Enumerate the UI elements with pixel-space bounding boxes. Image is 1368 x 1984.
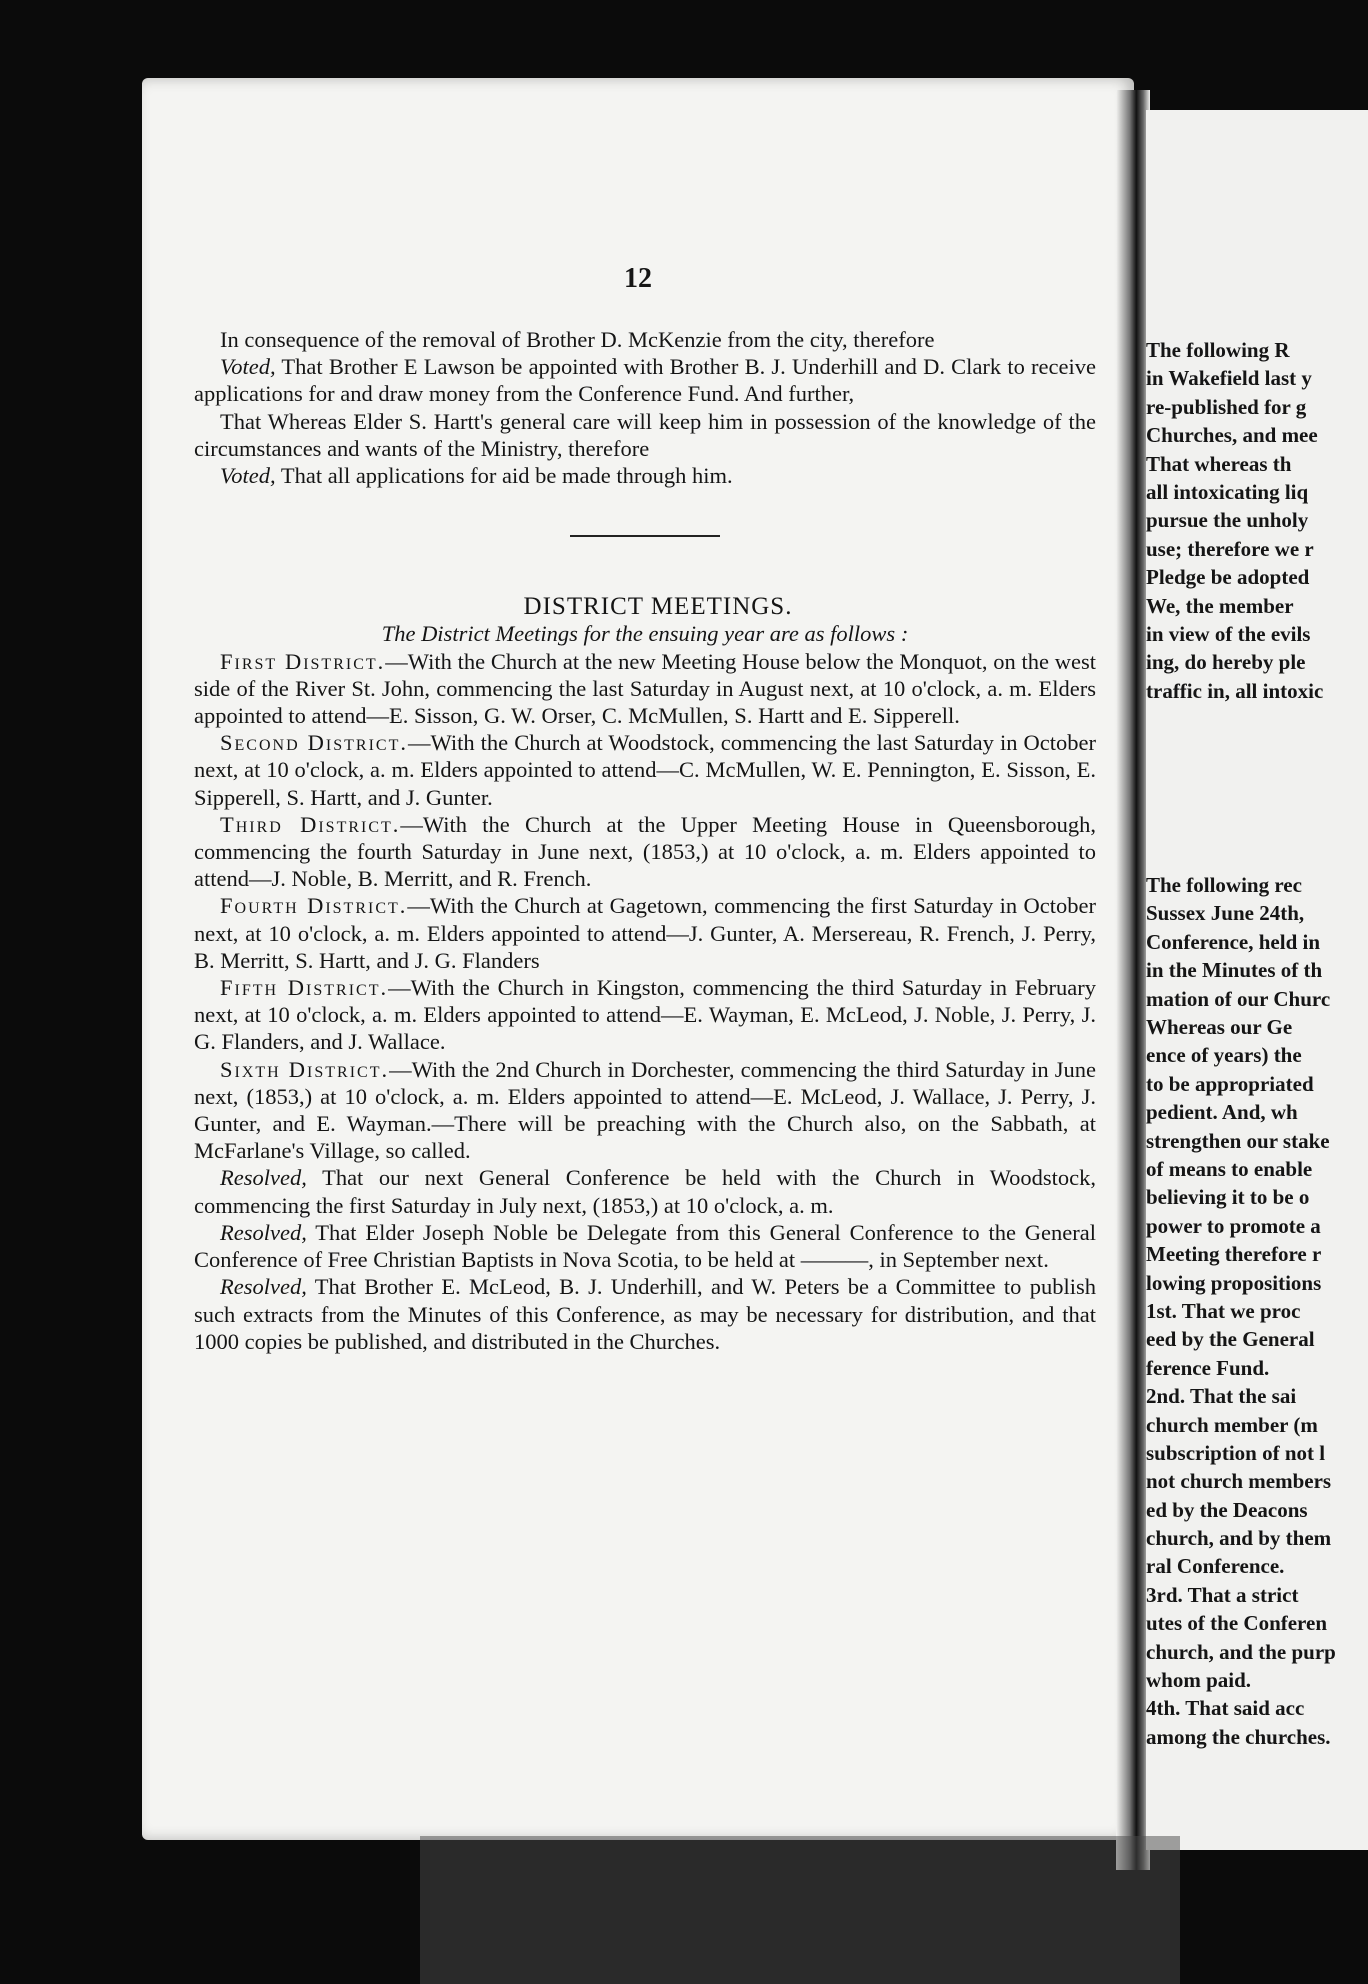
paragraph-whereas [194,408,1096,462]
right-page-line: lowing propositions [1146,1270,1322,1295]
right-page-line: Sussex June 24th, [1146,901,1305,926]
district-label: Sixth District. [220,1056,390,1082]
section-intro: The District Meetings for the ensuing year are as follows : [381,621,909,647]
right-page-line: 2nd. That the sai [1146,1384,1297,1409]
right-page-line: ference Fund. [1146,1355,1270,1380]
district-text: —With the Church at the new Meeting House below the Monquot, on the west side of the River St. John, commencing the last Saturday in August next, at 10 o'clock, a. m. Elders appointed to attend—E. Sisson, G. W. Orser, C. McMullen, S. Hartt and E. Sipperell. [194,648,1096,729]
district-sixth [194,1056,1096,1165]
right-page-line: utes of the Conferen [1146,1611,1328,1636]
right-page-line: Churches, and mee [1146,423,1318,448]
right-page-line: pursue the unholy [1146,508,1309,533]
right-page-gap [1146,705,1368,871]
right-page-line: ed by the Deacons [1146,1497,1308,1522]
district-fifth [194,974,1096,1056]
page-number: 12 [624,263,652,294]
right-page-line: ence of years) the [1146,1043,1302,1068]
right-page-line: ing, do hereby ple [1146,650,1306,675]
resolution-lead: Resolved, [220,1165,307,1191]
right-page-line: in view of the evils [1146,621,1311,646]
resolution-lead: Resolved, [220,1219,307,1245]
district-label: First District. [220,648,386,674]
right-page-line: 4th. That said acc [1146,1696,1305,1721]
district-text: —With the Church in Kingston, commencing the third Saturday in February next, at 10 o'clock, a. m. Elders appointed to attend—E. Wayman, E. McLeod, J. Noble, J. Perry, J. G. Flanders, and J. Wallace. [194,975,1096,1055]
district-text: —With the Church at Woodstock, commencing the last Saturday in October next, at 10 o'clock, a. m. Elders appointed to attend—C. McMullen, W. E. Pennington, E. Sisson, E. Sipperell, S. Hartt, and J. Gunter. [194,730,1096,810]
right-page-line: whom paid. [1146,1668,1252,1693]
right-page-line: in Wakefield last y [1146,366,1312,391]
district-second [194,729,1096,811]
right-page-line: church, and the purp [1146,1639,1336,1664]
right-page-line: Meeting therefore r [1146,1242,1322,1267]
right-page-line: The following rec [1146,873,1302,898]
district-fourth [194,892,1096,974]
right-page-line: not church members [1146,1469,1332,1494]
right-page-line: in the Minutes of th [1146,958,1323,983]
right-page-line: eed by the General [1146,1327,1315,1352]
paragraph-voted-applications [194,462,1096,489]
right-page-line: The following R [1146,338,1290,362]
paragraph-voted-lawson [194,353,1096,407]
district-label: Second District. [220,730,409,756]
right-page-line: pedient. And, wh [1146,1100,1298,1125]
right-page-line: Conference, held in [1146,929,1321,954]
resolution-text: That Brother E. McLeod, B. J. Underhill, and W. Peters be a Committee to publish such extracts from the Minutes of this Conference, as may be necessary for distribution, and that 1000 copies be published, and distributed in the Churches. [194,1274,1096,1354]
main-text [194,326,1096,1355]
right-page-line: power to promote a [1146,1213,1321,1238]
book-gutter [1116,90,1150,1870]
italic-lead: Voted, [220,354,276,380]
right-page-line: Whereas our Ge [1146,1015,1293,1040]
right-page-line: among the churches. [1146,1724,1331,1749]
paragraph-text: That Brother E Lawson be appointed with Brother B. J. Underhill and D. Clark to receive applications for and draw money from the Conference Fund. And further, [194,354,1096,407]
right-page-text [1146,336,1368,1751]
page-shadow [420,1836,1180,1984]
paragraph-text: That Whereas Elder S. Hartt's general care will keep him in possession of the knowledge of the circumstances and wants of the Ministry, therefore [194,408,1096,461]
paragraph-text: That all applications for aid be made through him. [275,463,733,489]
right-page-line: strengthen our stake [1146,1128,1330,1153]
right-page-line: to be appropriated [1146,1071,1314,1096]
right-page-line: 3rd. That a strict [1146,1582,1299,1607]
right-page-line: re-published for g [1146,394,1307,419]
district-third [194,811,1096,893]
italic-lead: Voted, [220,463,276,489]
right-page-line: mation of our Churc [1146,986,1331,1011]
paragraph-removal [194,326,1096,353]
right-page-line: 1st. That we proc [1146,1298,1301,1323]
right-page-line: traffic in, all intoxic [1146,678,1324,703]
district-first [194,648,1096,730]
right-page-line: subscription of not l [1146,1440,1326,1465]
paragraph-text: In consequence of the removal of Brother D. McKenzie from the city, therefore [220,327,935,352]
section-divider [570,535,720,537]
right-page-line: church member (m [1146,1412,1318,1437]
district-text: —With the 2nd Church in Dorchester, commencing the third Saturday in June next, (1853,) at 10 o'clock, a. m. Elders appointed to attend—E. McLeod, J. Wallace, J. Perry, J. Gunter, and E. Wayman.—There will be preaching with the Church also, on the Sabbath, at McFarlane's Village, so called. [194,1056,1096,1164]
right-page-line: all intoxicating liq [1146,479,1309,504]
right-page [1146,110,1368,1850]
resolution-committee [194,1273,1096,1355]
district-text: —With the Church at Gagetown, commencing the first Saturday in October next, at 10 o'clock, a. m. Elders appointed to attend—J. Gunter, A. Mersereau, R. French, J. Perry, B. Merritt, S. Hartt, and J. G. Flanders [194,893,1096,973]
section-heading: DISTRICT MEETINGS. [523,593,793,621]
right-page-line: of means to enable [1146,1156,1313,1181]
right-page-line: We, the member [1146,593,1294,618]
resolution-delegate [194,1219,1096,1273]
resolution-next-conference [194,1164,1096,1218]
right-page-line: ral Conference. [1146,1554,1285,1579]
right-page-line: use; therefore we r [1146,536,1314,561]
right-page-line: That whereas th [1146,451,1292,476]
right-page-line: Pledge be adopted [1146,565,1310,590]
district-label: Fourth District. [220,893,408,919]
resolution-text: That our next General Conference be held with the Church in Woodstock, commencing the first Saturday in July next, (1853,) at 10 o'clock, a. m. [194,1165,1096,1218]
district-label: Third District. [220,811,401,837]
right-page-line: believing it to be o [1146,1185,1310,1210]
right-page-line: church, and by them [1146,1526,1332,1551]
resolution-lead: Resolved, [220,1274,307,1300]
district-text: —With the Church at the Upper Meeting House in Queensborough, commencing the fourth Saturday in June next, (1853,) at 10 o'clock, a. m. Elders appointed to attend—J. Noble, B. Merritt, and R. French. [194,811,1096,892]
resolution-text: That Elder Joseph Noble be Delegate from this General Conference to the General Conference of Free Christian Baptists in Nova Scotia, to be held at ———, in September next. [194,1219,1096,1273]
district-label: Fifth District. [220,975,389,1001]
